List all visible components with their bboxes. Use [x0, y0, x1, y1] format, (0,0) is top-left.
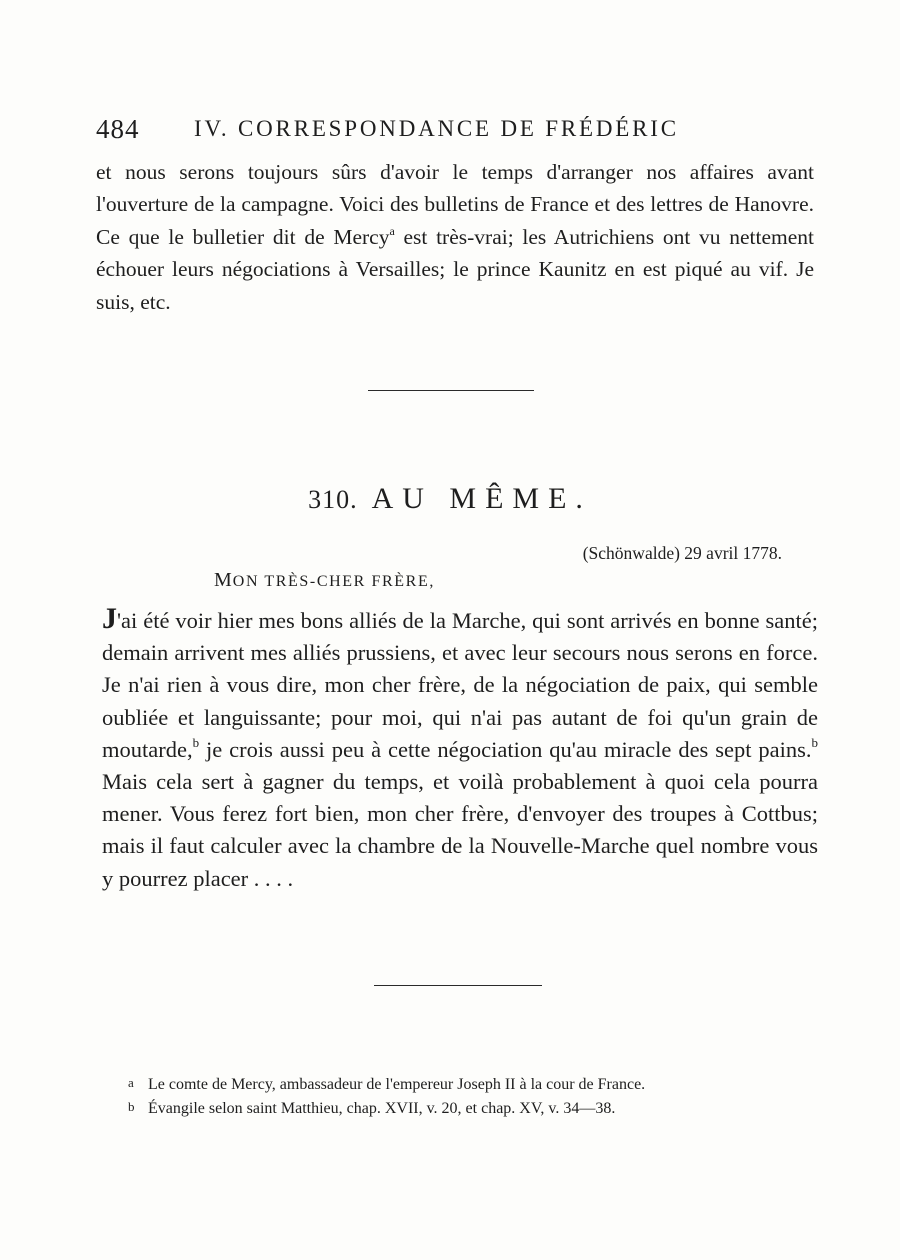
footnote-ref-a: a: [389, 223, 395, 238]
letter-heading: [0, 482, 900, 516]
footnote-text: Évangile selon saint Matthieu, chap. XVII, v. 20, et chap. XV, v. 34—38.: [148, 1100, 616, 1117]
section-divider: [368, 390, 534, 391]
paragraph-text: et nous serons toujours sûrs d'avoir le temps d'arranger nos affaires avant l'ouverture de la campagne. Voici des bulletins de France et des lettres de Hanovre. Ce que le bulletier dit de Mercy: [96, 160, 814, 249]
paragraph-text: je crois aussi peu à cette négociation qu'au miracle des sept pains.: [199, 736, 812, 762]
page-number: 484: [96, 114, 140, 144]
letter-dateline: (Schönwalde) 29 avril 1778.: [582, 543, 782, 563]
drop-cap: J: [102, 602, 117, 635]
footnote: [128, 1073, 808, 1097]
paragraph-text: 'ai été voir hier mes bons alliés de la Marche, qui sont arrivés en bonne santé; demain arrivent mes alliés prussiens, et avec leur secours nous serons en force. Je n'ai rien à vous dire, mon cher frère, de la négociation de paix, qui semble oubliée et languissante; pour moi, qui n'ai pas autant de foi qu'un grain de moutarde,: [102, 608, 818, 762]
footnotes: [128, 1073, 808, 1121]
footnote-text: Le comte de Mercy, ambassadeur de l'empereur Joseph II à la cour de France.: [148, 1076, 646, 1093]
footnote: [128, 1097, 808, 1121]
footnote-ref-b: b: [811, 734, 818, 750]
letter-title: AU MÊME.: [371, 482, 592, 515]
salutation-text: ON TRÈS-CHER FRÈRE,: [232, 573, 435, 590]
paragraph-text: Mais cela sert à gagner du temps, et voilà probablement à quoi cela pourra mener. Vous ferez fort bien, mon cher frère, d'envoyer des troupes à Cottbus; mais il faut calculer avec la chambre de la Nouvelle-Marche quel nombre vous y pourrez placer . . . .: [102, 769, 818, 891]
section-divider: [374, 985, 542, 986]
running-head: [96, 114, 816, 148]
letter-309-closing-paragraph: [96, 156, 814, 318]
footnote-ref-b: b: [192, 734, 200, 750]
footnote-mark: a: [128, 1075, 134, 1090]
footnote-mark: b: [128, 1099, 135, 1114]
letter-310-body: [102, 603, 818, 895]
letter-number: 310.: [308, 485, 358, 514]
paragraph-text: est très-vrai; les Autrichiens ont vu nettement échouer leurs négociations à Versailles; le prince Kaunitz en est piqué au vif. Je suis, etc.: [96, 224, 814, 314]
letter-salutation: [214, 569, 435, 592]
running-head-title: IV. CORRESPONDANCE DE FRÉDÉRIC: [194, 116, 679, 141]
salutation-initial: M: [214, 569, 233, 591]
